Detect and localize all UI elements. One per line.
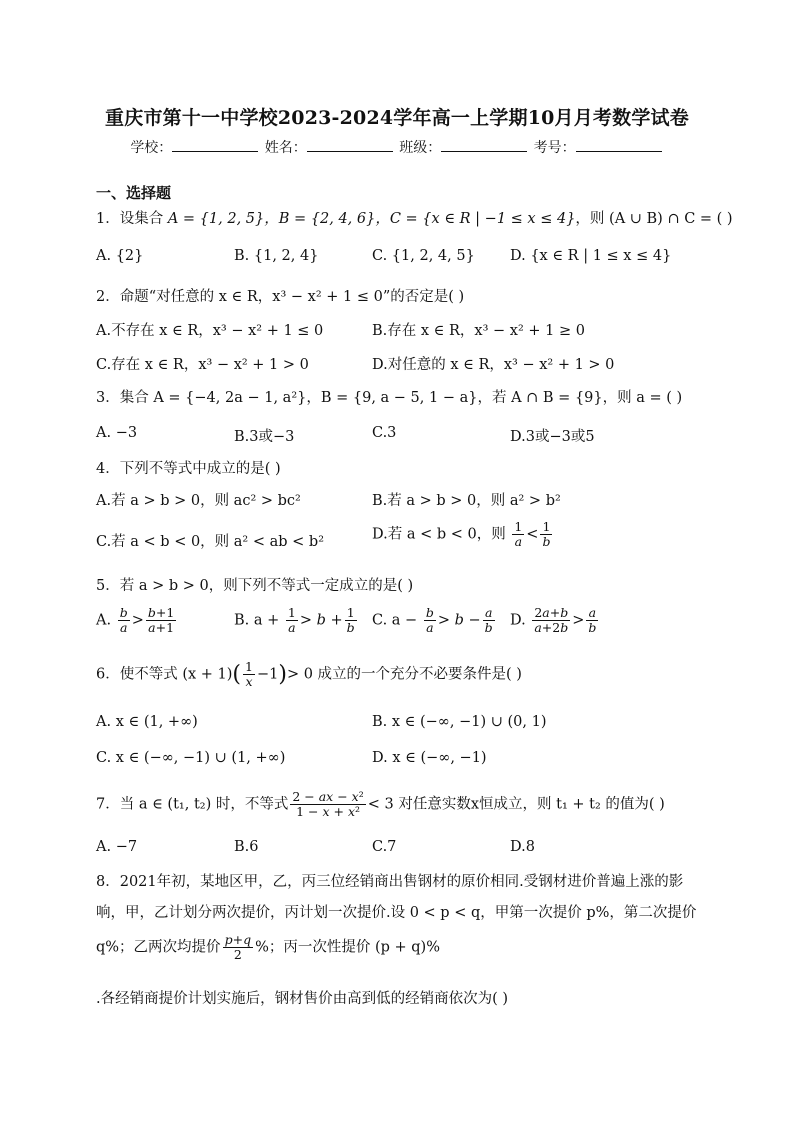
question-8-line-4: .各经销商提价计划实施后，钢材售价由高到低的经销商依次为( ) <box>96 991 509 1007</box>
q5-option-d: D. $\frac{2a+b}{a+2b}$ > $\frac{a}{b}$ <box>510 605 597 635</box>
number-blank[interactable] <box>576 139 662 152</box>
question-2: 2．命题“对任意的 x ∈ R，x³ − x² + 1 ≤ 0”的否定是( ) <box>96 289 465 305</box>
q3-option-c: C.3 <box>372 425 397 441</box>
q1-option-d: D. {x ∈ R | 1 ≤ x ≤ 4} <box>510 248 672 264</box>
q7-option-a: A. −7 <box>96 839 138 855</box>
q4-option-c: C.若 a < b < 0，则 a² < ab < b² <box>96 534 325 550</box>
q1-option-a: A. {2} <box>96 248 144 264</box>
q5-option-a: A. $\frac{b}{a}$ > $\frac{b+1}{a+1}$ <box>96 605 175 635</box>
question-8-line-3: q%；乙两次均提价 $\frac{p+q}{2}$ %；丙一次性提价 (p + q)% <box>96 932 440 962</box>
q6-option-d: D. x ∈ (−∞, −1) <box>372 750 487 766</box>
q5-option-b: B. a + $\frac{1}{a}$ > b + $\frac{1}{b}$ <box>234 605 355 635</box>
class-blank[interactable] <box>441 139 527 152</box>
q3-option-d: D.3或−3或5 <box>510 429 595 445</box>
q5-option-c: C. a − $\frac{b}{a}$ > b − $\frac{a}{b}$ <box>372 605 493 635</box>
q1-option-b: B. {1, 2, 4} <box>234 248 319 264</box>
q2-option-b: B.存在 x ∈ R，x³ − x² + 1 ≥ 0 <box>372 323 585 339</box>
section-heading: 一、选择题 <box>96 184 172 202</box>
q7-option-c: C.7 <box>372 839 397 855</box>
school-label: 学校： <box>130 140 173 156</box>
q2-option-a: A.不存在 x ∈ R，x³ − x² + 1 ≤ 0 <box>96 323 324 339</box>
q7-option-d: D.8 <box>510 839 535 855</box>
q3-option-a: A. −3 <box>96 425 138 441</box>
question-1: 1．设集合 A = {1, 2, 5}，B = {2, 4, 6}，C = {x ∈ R | −1 ≤ x ≤ 4}，则 (A ∪ B) ∩ C = ( ) <box>96 211 733 227</box>
question-3: 3．集合 A = {−4, 2a − 1, a²}，B = {9, a − 5, 1 − a}，若 A ∩ B = {9}，则 a = ( ) <box>96 390 683 406</box>
name-label: 姓名： <box>264 140 307 156</box>
school-blank[interactable] <box>172 139 258 152</box>
q2-option-d: D.对任意的 x ∈ R，x³ − x² + 1 > 0 <box>372 357 615 373</box>
q6-option-b: B. x ∈ (−∞, −1) ∪ (0, 1) <box>372 714 547 730</box>
q6-option-a: A. x ∈ (1, +∞) <box>96 714 198 730</box>
question-5: 5．若 a > b > 0，则下列不等式一定成立的是( ) <box>96 578 414 594</box>
number-label: 考号： <box>533 140 576 156</box>
fraction: $\frac{1}{a}$ <box>514 519 523 549</box>
name-blank[interactable] <box>307 139 393 152</box>
question-6: 6．使不等式 (x + 1)( $\frac{1}{x}$ −1)> 0 成立的一个充分不必要条件是( ) <box>96 659 522 689</box>
question-4: 4．下列不等式中成立的是( ) <box>96 461 281 477</box>
q3-option-b: B.3或−3 <box>234 429 295 445</box>
q6-option-c: C. x ∈ (−∞, −1) ∪ (1, +∞) <box>96 750 286 766</box>
question-8-line-2: 响，甲，乙计划分两次提价，丙计划一次提价.设 0 < p < q，甲第一次提价 p%，第二次提价 <box>96 905 697 921</box>
student-info <box>0 137 794 157</box>
q2-option-c: C.存在 x ∈ R，x³ − x² + 1 > 0 <box>96 357 309 373</box>
q7-option-b: B.6 <box>234 839 259 855</box>
q4-option-d: D.若 a < b < 0，则 $\frac{1}{a}$ < $\frac{1}{b}$ <box>372 519 551 549</box>
q1-option-c: C. {1, 2, 4, 5} <box>372 248 475 264</box>
question-8-line-1: 8．2021年初，某地区甲，乙，丙三位经销商出售钢材的原价相同.受钢材进价普遍上涨的影 <box>96 874 684 890</box>
exam-title: 重庆市第十一中学校2023-2024学年高一上学期10月月考数学试卷 <box>105 107 689 129</box>
q4-option-b: B.若 a > b > 0，则 a² > b² <box>372 493 561 509</box>
fraction: $\frac{1}{b}$ <box>542 519 551 549</box>
class-label: 班级： <box>399 140 442 156</box>
q4-option-a: A.若 a > b > 0，则 ac² > bc² <box>96 493 301 509</box>
question-7: 7．当 a ∈ (t₁, t₂) 时，不等式 $\frac{\text{2 − ax − x²}}{\text{1 − x + x²}}$ < 3 对任意实数x恒成立，则 t₁ + t₂ 的值为( ) <box>96 789 665 819</box>
